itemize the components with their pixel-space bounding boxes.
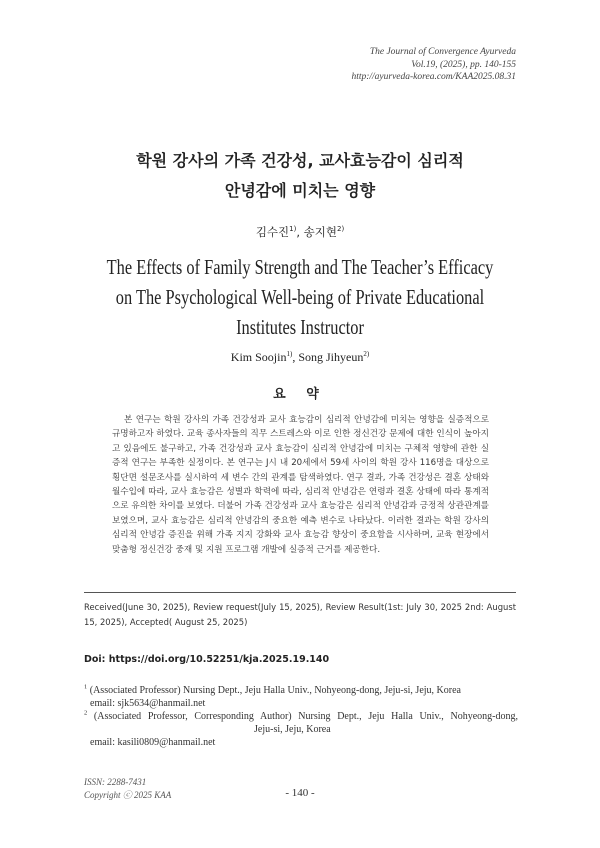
affiliation-2-text-line1: (Associated Professor, Corresponding Author) Nursing Dept., Jeju Halla Univ., Nohyeong-dong, [87,711,518,722]
affiliation-2-text-line2: Jeju-si, Jeju, Korea [254,724,331,735]
title-english [66,252,534,342]
title-korean [0,146,600,206]
author-english-separator: , [292,350,299,364]
author-english-2-mark: 2) [363,350,370,358]
abstract-body: 본 연구는 학원 강사의 가족 건강성과 교사 효능감이 심리적 안녕감에 미치는 영향을 실증적으로 규명하고자 하였다. 교육 종사자들의 직무 스트레스와 이로 인한 정신건강 문제에 대한 인식이 높아지고 있음에도 불구하고, 가족 건강성과 교사 효능감이 심리적 안녕감에 미치는 구체적 영향에 관한 실증적 연구는 부족한 실정이다. 본 연구는 J시 내 20세에서 59세 사이의 학원 강사 116명을 대상으로 횡단면 설문조사를 실시하여 세 변수 간의 관계를 탐색하였다. 연구 결과, 가족 건강성은 결혼 상태와 월수입에 따라, 교사 효능감은 성별과 학력에 따라, 심리적 안녕감은 연령과 결혼 상태에 따라 통계적으로 유의한 차이를 보였다. 더불어 가족 건강성과 교사 효능감은 심리적 안녕감과 긍정적 상관관계를 보였으며, 교사 효능감은 심리적 안녕감의 중요한 예측 변수로 나타났다. 이러한 결과는 학원 강사의 심리적 안녕감 증진을 위해 가족 지지 강화와 교사 효능감 향상이 중요함을 시사하며, 교육 현장에서 맞춤형 정신건강 중재 및 지원 프로그램 개발에 실증적 근거를 제공한다. [112,415,489,555]
author-english-1-mark: 1) [286,350,293,358]
doi-link[interactable]: Doi: https://doi.org/10.52251/kja.2025.19.140 [84,654,330,665]
affiliation-1-text: (Associated Professor) Nursing Dept., Jeju Halla Univ., Nohyeong-dong, Jeju-si, Jeju, Korea [87,685,461,696]
author-english-1: Kim Soojin [230,350,287,364]
author-korean-1-mark: 1) [289,225,297,234]
author-korean-1: 김수진 [255,225,290,239]
abstract-heading: 요 약 [273,387,327,402]
authors-english [0,350,600,365]
affiliation-2-email[interactable]: email: kasili0809@hanmail.net [90,737,216,748]
journal-header [351,46,516,84]
page-number: - 140 - [285,787,315,799]
authors-korean [0,224,600,240]
title-korean-line2: 안녕감에 미치는 영향 [224,181,376,200]
title-korean-line1: 학원 강사의 가족 건강성, 교사효능감이 심리적 [136,151,464,170]
journal-volume: Vol.19, (2025), pp. 140-155 [411,59,516,70]
footnote-divider [84,592,516,593]
received-dates: Received(June 30, 2025), Review request(July 15, 2025), Review Result(1st: July 30, 2025 2nd: August 15, 2025), Accepted( August 25, 2025) [84,602,516,627]
title-english-line2: on The Psychological Well-being of Private Educational [115,285,485,309]
title-english-line3: Institutes Instructor [236,315,364,339]
affiliation-1-mark: 1 [84,683,88,691]
author-korean-separator: , [296,225,304,239]
author-korean-2-mark: 2) [336,225,345,234]
affiliation-1 [84,684,518,710]
affiliation-2-mark: 2 [84,709,88,717]
author-english-2: Song Jihyeun [298,350,364,364]
affiliation-2 [84,710,518,749]
title-english-line1: The Effects of Family Strength and The Teacher’s Efficacy [106,255,494,279]
affiliations [84,684,518,749]
issn: ISSN: 2288-7431 [84,777,147,787]
author-korean-2: 송지현 [303,225,337,239]
journal-url: http://ayurveda-korea.com/KAA2025.08.31 [351,72,516,82]
journal-name: The Journal of Convergence Ayurveda [369,47,516,57]
affiliation-1-email[interactable]: email: sjk5634@hanmail.net [90,698,206,709]
copyright: Copyright ⓒ 2025 KAA [84,790,172,800]
